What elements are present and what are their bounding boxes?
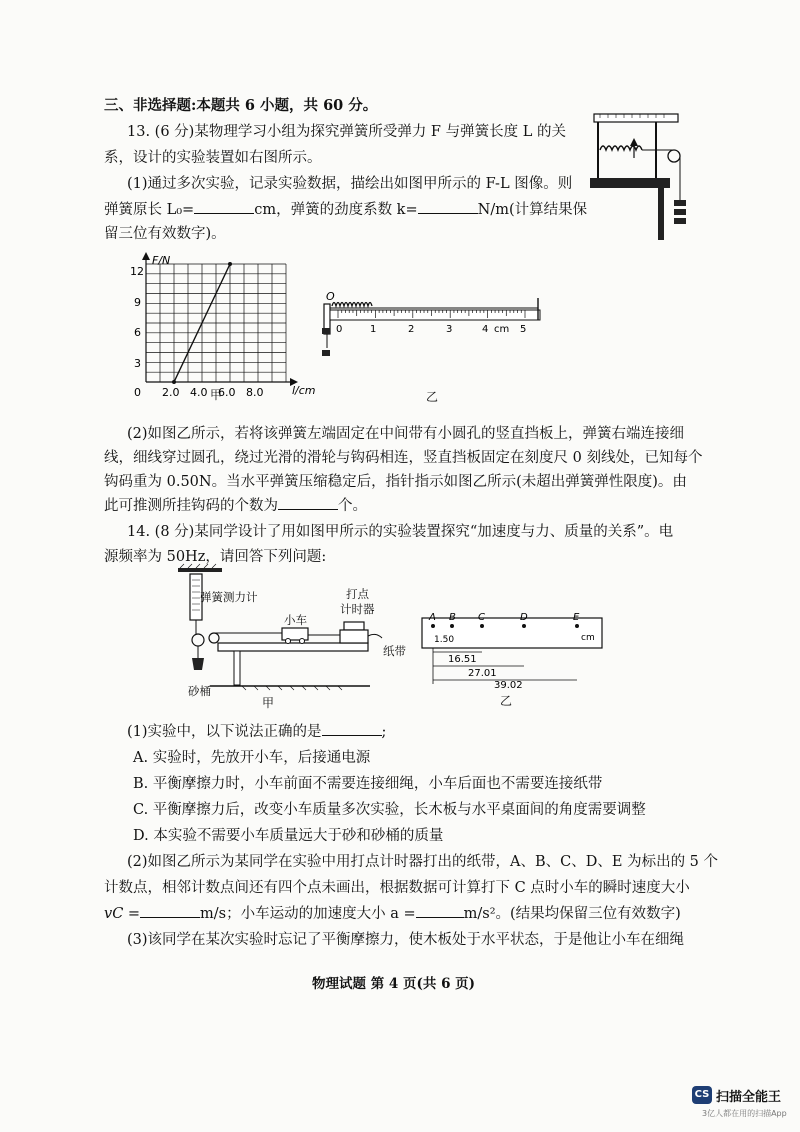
x-tick-label: 6.0 [218, 386, 236, 399]
ruler-tick-label: 1 [370, 324, 377, 335]
fl-graph [130, 254, 316, 406]
ruler-tick-label: 2 [408, 324, 415, 335]
answer-blank-l0[interactable] [194, 201, 254, 214]
answer-blank-a[interactable] [416, 905, 464, 918]
ruler-tick-label: 4 [482, 324, 489, 335]
ruler-hook-weight [322, 328, 330, 334]
tape-point-label: D [520, 612, 528, 623]
q13-part1-line3: 留三位有效数字)。 [104, 226, 226, 242]
x-axis-label: l/cm [292, 384, 316, 397]
q13-part2-line4 [104, 494, 367, 515]
watermark-brand: 扫描全能王 [716, 1090, 782, 1105]
ruler-figure [312, 288, 552, 368]
tape-distance: 1.50 [434, 635, 455, 645]
y-tick-label: 6 [134, 326, 141, 339]
ruler-tick-label: 3 [446, 324, 453, 335]
q14-part1-text-b: ; [381, 724, 387, 740]
q14-part2-text-b: m/s；小车运动的加速度大小 a = [200, 906, 416, 922]
q13-part1-line1: (1)通过多次实验，记录实验数据，描绘出如图甲所示的 F-L 图像。则 [127, 176, 573, 192]
fl-data-point [172, 380, 176, 384]
ruler-spring [332, 303, 372, 307]
tape-distance: 16.51 [448, 654, 477, 665]
x-tick-label: 2.0 [162, 386, 180, 399]
ceiling-mount [178, 568, 222, 572]
q13-part1-text-a: 弹簧原长 L₀= [104, 202, 195, 218]
option-d: D. 本实验不需要小车质量远大于砂和砂桶的质量 [133, 828, 444, 844]
y-tick-label: 3 [134, 357, 141, 370]
label-timer-1: 打点 [346, 587, 369, 601]
q14-intro-line1: 14. (8 分)某同学设计了用如图甲所示的实验装置探究“加速度与力、质量的关系”。电 [127, 524, 674, 540]
x-tick-label: 8.0 [246, 386, 264, 399]
origin-label: 0 [134, 386, 141, 399]
q13-part2-text-a: 此可推测所挂钩码的个数为 [104, 498, 278, 514]
section-heading: 三、非选择题:本题共 6 小题，共 60 分。 [104, 97, 378, 114]
q13-intro-line2: 系，设计的实验装置如右图所示。 [104, 150, 322, 166]
q13-intro-line1: 13. (6 分)某物理学习小组为探究弹簧所受弹力 F 与弹簧长度 L 的关 [127, 124, 566, 140]
ruler-tick-label: 5 [520, 324, 527, 335]
q14-part1-text-a: (1)实验中，以下说法正确的是 [127, 724, 322, 740]
ruler-unit-label: cm [494, 324, 510, 335]
option-b: B. 平衡摩擦力时，小车前面不需要连接细绳，小车后面也不需要连接纸带 [133, 776, 603, 792]
q14-intro-line2: 源频率为 50Hz，请回答下列问题: [104, 549, 327, 565]
paper-tape-figure [418, 608, 608, 691]
ruler-caption: 乙 [426, 390, 439, 404]
q13-part1-text-c: N/m(计算结果保 [477, 202, 588, 218]
answer-blank-choice[interactable] [322, 723, 382, 736]
label-tape: 纸带 [383, 644, 406, 658]
ruler-label-o: O [326, 290, 335, 303]
timer-body [340, 630, 368, 643]
apparatus-top-ruler [594, 114, 678, 122]
q14-part1-line [127, 720, 386, 741]
label-timer-2: 计时器 [340, 602, 375, 616]
q14-part2-text-a: vC = [104, 906, 141, 922]
table-leg [234, 651, 240, 685]
tape-point-label: A [429, 612, 436, 623]
option-a: A. 实验时，先放开小车，后接通电源 [133, 750, 371, 766]
q14-part3-line1: (3)该同学在某次实验时忘记了平衡摩擦力，使木板处于水平状态，于是他让小车在细绳 [127, 932, 685, 948]
apparatus-pointer-arrow [630, 138, 638, 146]
cart-wheel [300, 639, 305, 644]
tape-point-label: B [449, 612, 456, 623]
q14-part2-line1: (2)如图乙所示为某同学在实验中用打点计时器打出的纸带，A、B、C、D、E 为标出的 5 个 [127, 854, 719, 870]
y-tick-label: 9 [134, 296, 141, 309]
answer-blank-weights[interactable] [278, 497, 338, 510]
q13-part2-line2: 线，细线穿过圆孔，绕过光滑的滑轮与钩码相连，竖直挡板固定在刻度尺 0 刻线处，已知每个 [104, 450, 703, 466]
ruler-hook-weight [322, 350, 330, 356]
tape-distance: 39.02 [494, 680, 523, 691]
label-bucket: 砂桶 [188, 684, 211, 698]
q13-part1-text-b: cm，弹簧的劲度系数 k= [254, 202, 418, 218]
timer-top [344, 622, 364, 630]
apparatus-spring [600, 146, 642, 150]
long-board [218, 643, 368, 651]
q13-part2-text-b: 个。 [338, 498, 367, 514]
label-cart: 小车 [284, 613, 307, 627]
q14-part2-line3 [104, 902, 681, 923]
tape-point-label: E [573, 612, 580, 623]
q13-part2-line1: (2)如图乙所示，若将该弹簧左端固定在中间带有小圆孔的竖直挡板上，弹簧右端连接细 [127, 426, 685, 442]
ruler-tick-label: 0 [336, 324, 343, 335]
fl-data-point [228, 262, 232, 266]
y-axis-label: F/N [152, 254, 171, 267]
spring-apparatus-figure [590, 108, 690, 240]
x-tick-label: 4.0 [190, 386, 208, 399]
fixed-pulley [209, 633, 219, 643]
q13-part1-line2 [104, 198, 587, 219]
q14-part2-text-c: m/s²。(结果均保留三位有效数字) [463, 906, 681, 922]
q13-part2-line3: 钩码重为 0.50N。当水平弹簧压缩稳定后，指针指示如图乙所示(未超出弹簧弹性限度)。由 [104, 474, 687, 490]
tape-point-label: C [478, 612, 485, 623]
sand-bucket [192, 658, 204, 670]
fl-graph-grid [146, 264, 286, 382]
apparatus-pulley [668, 150, 680, 162]
cart-wheel [286, 639, 291, 644]
answer-blank-vc[interactable] [140, 905, 200, 918]
page-footer: 物理试题 第 4 页(共 6 页) [312, 976, 476, 992]
apparatus-table-leg [658, 188, 664, 240]
q14-part2-line2: 计数点，相邻计数点间还有四个点未画出，根据数据可计算打下 C 点时小车的瞬时速度大小 [104, 880, 690, 896]
tape-unit-label: cm [581, 633, 595, 643]
label-spring-scale: 弹簧测力计 [200, 590, 258, 604]
apparatus-hook-weights [674, 200, 686, 224]
answer-blank-k[interactable] [418, 201, 478, 214]
watermark-tagline: 3亿人都在用的扫描App [702, 1109, 787, 1118]
y-axis-arrow [142, 252, 150, 260]
cart [282, 628, 308, 640]
y-tick-label: 12 [130, 265, 144, 278]
graph-caption: 甲 [210, 388, 223, 402]
tape-distance: 27.01 [468, 668, 497, 679]
cs-logo-icon: CS [692, 1086, 712, 1104]
q14-caption-a: 甲 [262, 696, 275, 710]
apparatus-table [590, 178, 670, 188]
movable-pulley [192, 634, 204, 646]
q14-caption-b: 乙 [500, 694, 513, 708]
option-c: C. 平衡摩擦力后，改变小车质量多次实验，长木板与水平桌面间的角度需要调整 [133, 802, 646, 818]
